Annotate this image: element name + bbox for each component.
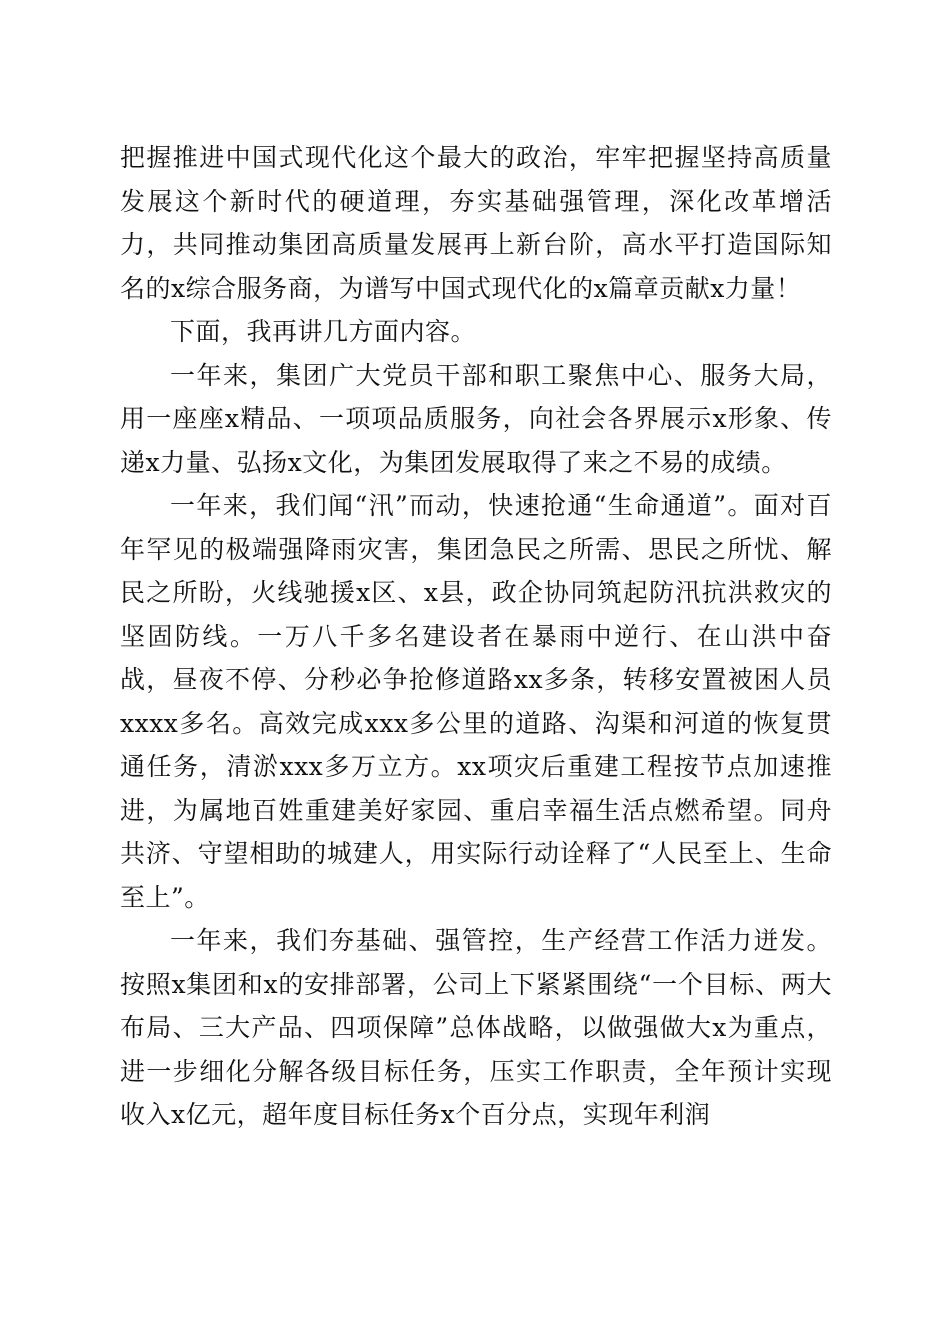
paragraph-1: 把握推进中国式现代化这个最大的政治，牢牢把握坚持高质量发展这个新时代的硬道理，夯实基础强管理，深化改革增活力，共同推动集团高质量发展再上新台阶，高水平打造国际知名的x综合服务商，为谱写中国式现代化的x篇章贡献x力量！ xyxy=(120,143,832,303)
paragraph-4: 一年来，我们闻“汛”而动，快速抢通“生命通道”。面对百年罕见的极端强降雨灾害，集团急民之所需、思民之所忧、解民之所盼，火线驰援x区、x县，政企协同筑起防汛抗洪救灾的坚固防线。一万八千多名建设者在暴雨中逆行、在山洪中奋战，昼夜不停、分秒必争抢修道路xx多条，转移安置被困人员xxxx多名。高效完成xxx多公里的道路、沟渠和河道的恢复贯通任务，清淤xxx多万立方。xx项灾后重建工程按节点加速推进，为属地百姓重建美好家园、重启幸福生活点燃希望。同舟共济、守望相助的城建人，用实际行动诠释了“人民至上、生命至上”。 xyxy=(120,491,832,912)
paragraph-3: 一年来，集团广大党员干部和职工聚焦中心、服务大局，用一座座x精品、一项项品质服务，向社会各界展示x形象、传递x力量、弘扬x文化，为集团发展取得了来之不易的成绩。 xyxy=(120,360,832,477)
paragraph-5: 一年来，我们夯基础、强管控，生产经营工作活力迸发。按照x集团和x的安排部署，公司上下紧紧围绕“一个目标、两大布局、三大产品、四项保障”总体战略，以做强做大x为重点，进一步细化分解各级目标任务，压实工作职责，全年预计实现收入x亿元，超年度目标任务x个百分点，实现年利润 xyxy=(120,926,832,1129)
paragraph-2: 下面，我再讲几方面内容。 xyxy=(170,317,477,346)
document-body xyxy=(120,136,832,1137)
